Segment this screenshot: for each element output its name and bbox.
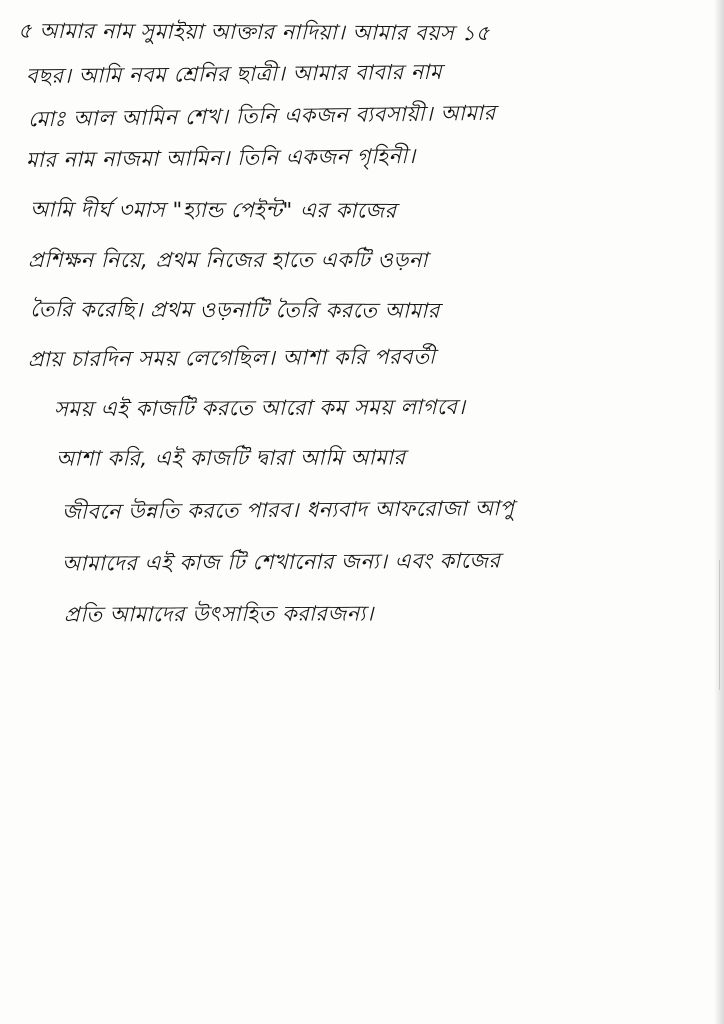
- text-line-8: প্রায় চারদিন সময় লেগেছিল। আশা করি পরবর্তী: [27, 344, 436, 372]
- text-line-7: তৈরি করেছি। প্রথম ওড়নাটি তৈরি করতে আমার: [29, 297, 440, 323]
- text-line-9: সময় এই কাজটি করতে আরো কম সময় লাগবে।: [53, 394, 466, 422]
- page-edge-shadow: [714, 0, 724, 1024]
- text-line-3: মোঃ আল আমিন শেখ। তিনি একজন ব্যবসায়ী। আমার: [27, 100, 496, 132]
- text-line-5: আমি দীর্ঘ ৩মাস "হ্যান্ড পেইন্ট" এর কাজের: [29, 197, 397, 223]
- text-line-4: মার নাম নাজমা আমিন। তিনি একজন গৃহিনী।: [25, 143, 416, 173]
- text-line-11: জীবনে উন্নতি করতে পারব। ধন্যবাদ আফরোজা আপু: [61, 496, 515, 524]
- text-line-2: বছর। আমি নবম শ্রেনির ছাত্রী। আমার বাবার নাম: [25, 59, 443, 89]
- text-line-6: প্রশিক্ষন নিয়ে, প্রথম নিজের হাতে একটি ওড়না: [28, 248, 428, 272]
- text-line-10: আশা করি, এই কাজটি দ্বারা আমি আমার: [55, 445, 406, 471]
- text-line-12: আমাদের এই কাজ টি শেখানোর জন্য। এবং কাজের: [61, 548, 501, 576]
- text-line-13: প্রতি আমাদের উৎসাহিত করারজন্য।: [63, 601, 374, 627]
- text-line-1: ৫ আমার নাম সুমাইয়া আক্তার নাদিয়া। আমার বয়স ১৫: [17, 18, 490, 46]
- page-edge-mark: [719, 560, 720, 690]
